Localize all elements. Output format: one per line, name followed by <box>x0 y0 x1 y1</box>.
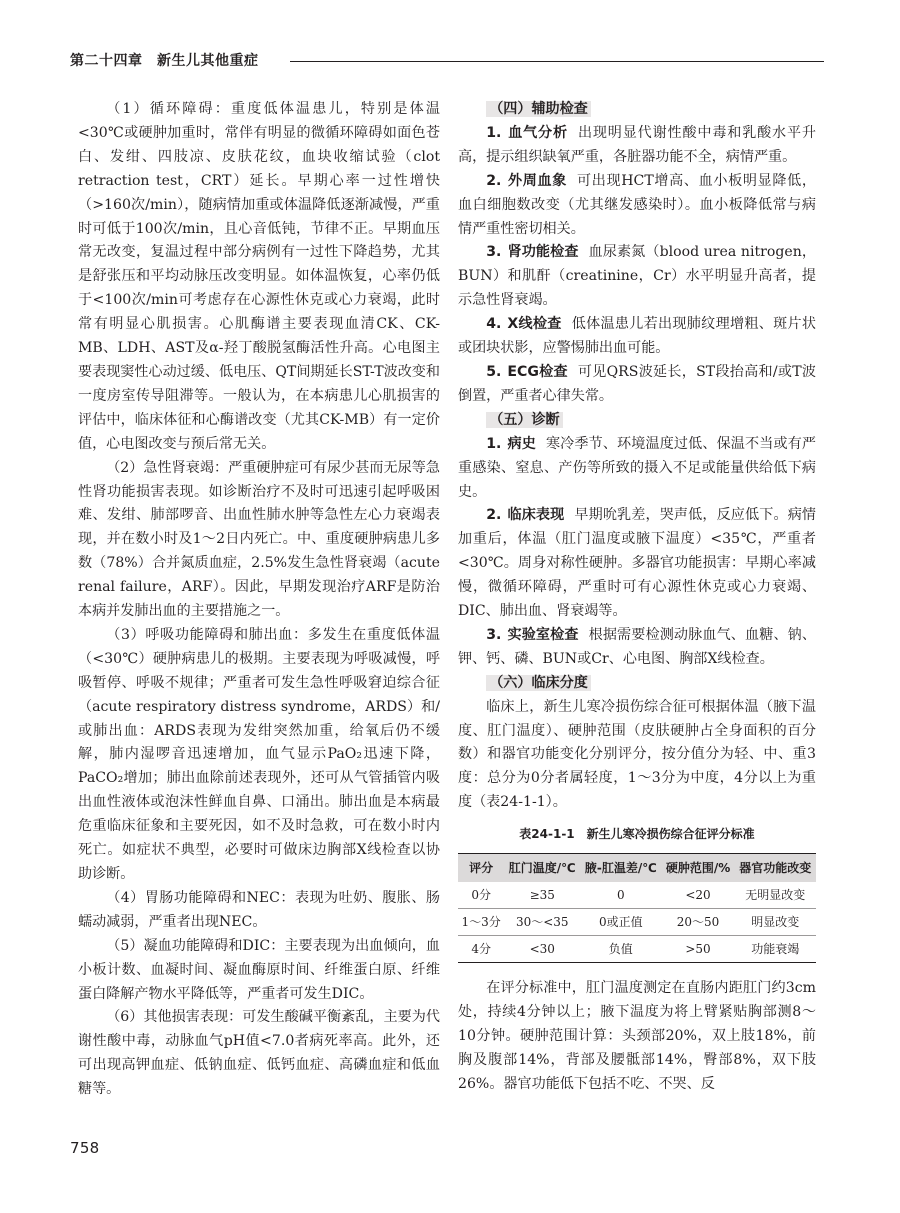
chapter-title: 第二十四章 新生儿其他重症 <box>70 53 259 69</box>
aux-item: 5. ECG检查 可见QRS波延长，ST段抬高和/或T波倒置，严重者心律失常。 <box>458 363 816 404</box>
table-header-cell: 器官功能改变 <box>735 854 816 883</box>
header-rule <box>290 61 824 62</box>
aux-item: 3. 肾功能检查 血尿素氮（blood urea nitrogen，BUN）和肌酐（creatinine，Cr）水平明显升高者，提示急性肾衰竭。 <box>458 244 817 309</box>
paragraph-gastrointestinal: （4）胃肠功能障碍和NEC：表现为吐奶、腹胀、肠蠕动减弱，严重者出现NEC。 <box>78 889 440 930</box>
grading-intro: 临床上，新生儿寒冷损伤综合征可根据体温（腋下温度、肛门温度）、硬肿范围（皮肤硬肿占全身面积的百分数）和器官功能变化分别评分，按分值分为轻、中、重3度：总分为0分者属轻度，1～3分为中度，4分以上为重度（表24-1-1）。 <box>458 698 816 811</box>
section-heading-diagnosis: （五）诊断 <box>458 409 816 433</box>
paragraph-coagulation: （5）凝血功能障碍和DIC：主要表现为出血倾向，血小板计数、血凝时间、凝血酶原时间、纤维蛋白原、纤维蛋白降解产物水平降低等，严重者可发生DIC。 <box>78 937 440 1002</box>
table-cell: 4分 <box>471 942 491 957</box>
table-header-cell: 肛门温度/℃ <box>504 854 580 883</box>
table-cell: 20～50 <box>676 915 720 930</box>
table-header-row <box>458 854 816 883</box>
table-header-cell: 腋-肛温差/℃ <box>580 854 661 883</box>
table-cell: 明显改变 <box>751 915 800 930</box>
diagnosis-item: 3. 实验室检查 根据需要检测动脉血气、血糖、钠、钾、钙、磷、BUN或Cr、心电图、胸部X线检查。 <box>458 626 817 667</box>
aux-item: 2. 外周血象 可出现HCT增高、血小板明显降低，血白细胞数改变（尤其继发感染时）。血小板降低常与病情严重性密切相关。 <box>458 172 816 237</box>
paragraph-after-table: 在评分标准中，肛门温度测定在直肠内距肛门约3cm处，持续4分钟以上；腋下温度为将上臂紧贴胸部测8～10分钟。硬肿范围计算：头颈部20%，双上肢18%，前胸及腹部14%，背部及腰骶部14%，臀部8%，双下肢26%。器官功能低下包括不吃、不哭、反 <box>458 980 816 1092</box>
aux-item: 4. X线检查 低体温患儿若出现肺纹理增粗、斑片状或团块状影，应警惕肺出血可能。 <box>458 316 816 357</box>
table-cell: 30～<35 <box>515 915 569 930</box>
table-cell: 功能衰竭 <box>751 942 800 957</box>
left-column <box>78 98 440 1102</box>
table-cell: <30 <box>529 942 555 957</box>
paragraph-other: （6）其他损害表现：可发生酸碱平衡紊乱，主要为代谢性酸中毒，动脉血气pH值<7.0者病死率高。此外，还可出现高钾血症、低钠血症、低钙血症、高磷血症和低血糖等。 <box>78 1009 440 1098</box>
table-cell: 无明显改变 <box>745 888 806 903</box>
table-cell: 0或正值 <box>598 915 643 930</box>
section-heading-aux-exam: （四）辅助检查 <box>458 98 816 122</box>
paragraph-renal: （2）急性肾衰竭：严重硬肿症可有尿少甚而无尿等急性肾功能损害表现。如诊断治疗不及时可迅速引起呼吸困难、发绀、肺部啰音、出血性肺水肿等急性左心力衰竭表现，并在数小时及1～2日内死亡。中、重度硬肿病患儿多数（78%）合并氮质血症，2.5%发生急性肾衰竭（acute renal failure，ARF）。因此，早期发现治疗ARF是防治本病并发肺出血的主要措施之一。 <box>78 459 440 620</box>
table-cell: 0分 <box>471 888 491 903</box>
table-caption: 表24-1-1 新生儿寒冷损伤综合征评分标准 <box>519 827 755 842</box>
table-header-cell: 硬肿范围/% <box>661 854 734 883</box>
table-cell: >50 <box>685 942 711 957</box>
aux-item: 1. 血气分析 出现明显代谢性酸中毒和乳酸水平升高，提示组织缺氧严重，各脏器功能不全，病情严重。 <box>458 124 817 165</box>
section-heading-grading: （六）临床分度 <box>458 672 816 696</box>
table-row <box>458 936 816 963</box>
table-cell: <20 <box>685 888 711 903</box>
table-cell: 1～3分 <box>461 915 501 930</box>
table-cell: 0 <box>616 888 625 903</box>
table-header-cell: 评分 <box>458 854 504 883</box>
paragraph-circulatory: （1）循环障碍：重度低体温患儿，特别是体温<30℃或硬肿加重时，常伴有明显的微循环障碍如面色苍白、发绀、四肢凉、皮肤花纹，血块收缩试验（clot retraction test，CRT）延长。早期心率一过性增快（>160次/min），随病情加重或体温降低逐渐减慢，严重时可低于100次/min，且心音低钝，节律不正。早期血压常无改变，复温过程中部分病例有一过性下降趋势，尤其是舒张压和平均动脉压改变明显。如体温恢复，心率仍低于<100次/min可考虑存在心源性休克或心力衰竭，此时常有明显心肌损害。心肌酶谱主要表现血清CK、CK-MB、LDH、AST及α-羟丁酸脱氢酶活性升高。心电图主要表现窦性心动过缓、低电压、QT间期延长ST-T波改变和一度房室传导阻滞等。一般认为，在本病患儿心肌损害的评估中，临床体征和心酶谱改变（尤其CK-MB）有一定价值，心电图改变与预后常无关。 <box>78 101 440 452</box>
scoring-table <box>458 853 816 963</box>
table-row <box>458 909 816 936</box>
page-number: 758 <box>70 1139 100 1157</box>
table-cell: 负值 <box>608 942 633 957</box>
paragraph-respiratory: （3）呼吸功能障碍和肺出血：多发生在重度低体温（<30℃）硬肿病患儿的极期。主要表现为呼吸减慢，呼吸暂停、呼吸不规律；严重者可发生急性呼吸窘迫综合征（acute respiratory distress syndrome，ARDS）和/或肺出血：ARDS表现为发绀突然加重，给氧后仍不缓解，肺内湿啰音迅速增加，血气显示PaO₂迅速下降，PaCO₂增加；肺出血除前述表现外，还可从气管插管内吸出血性液体或泡沫性鲜血自鼻、口涌出。肺出血是本病最危重临床征象和主要死因，如不及时急救，可在数小时内死亡。如症状不典型，必要时可做床边胸部X线检查以协助诊断。 <box>78 626 440 882</box>
table-row <box>458 882 816 909</box>
table-cell: ≥35 <box>529 888 555 903</box>
right-column <box>458 98 816 1097</box>
diagnosis-item: 2. 临床表现 早期吮乳差，哭声低，反应低下。病情加重后，体温（肛门温度或腋下温度）<35℃，严重者<30℃。周身对称性硬肿。多器官功能损害：早期心率减慢，微循环障碍，严重时可有心源性休克或心力衰竭、DIC、肺出血、肾衰竭等。 <box>458 507 817 620</box>
diagnosis-item: 1. 病史 寒冷季节、环境温度过低、保温不当或有严重感染、窒息、产伤等所致的摄入不足或能量供给低下病史。 <box>458 435 817 500</box>
